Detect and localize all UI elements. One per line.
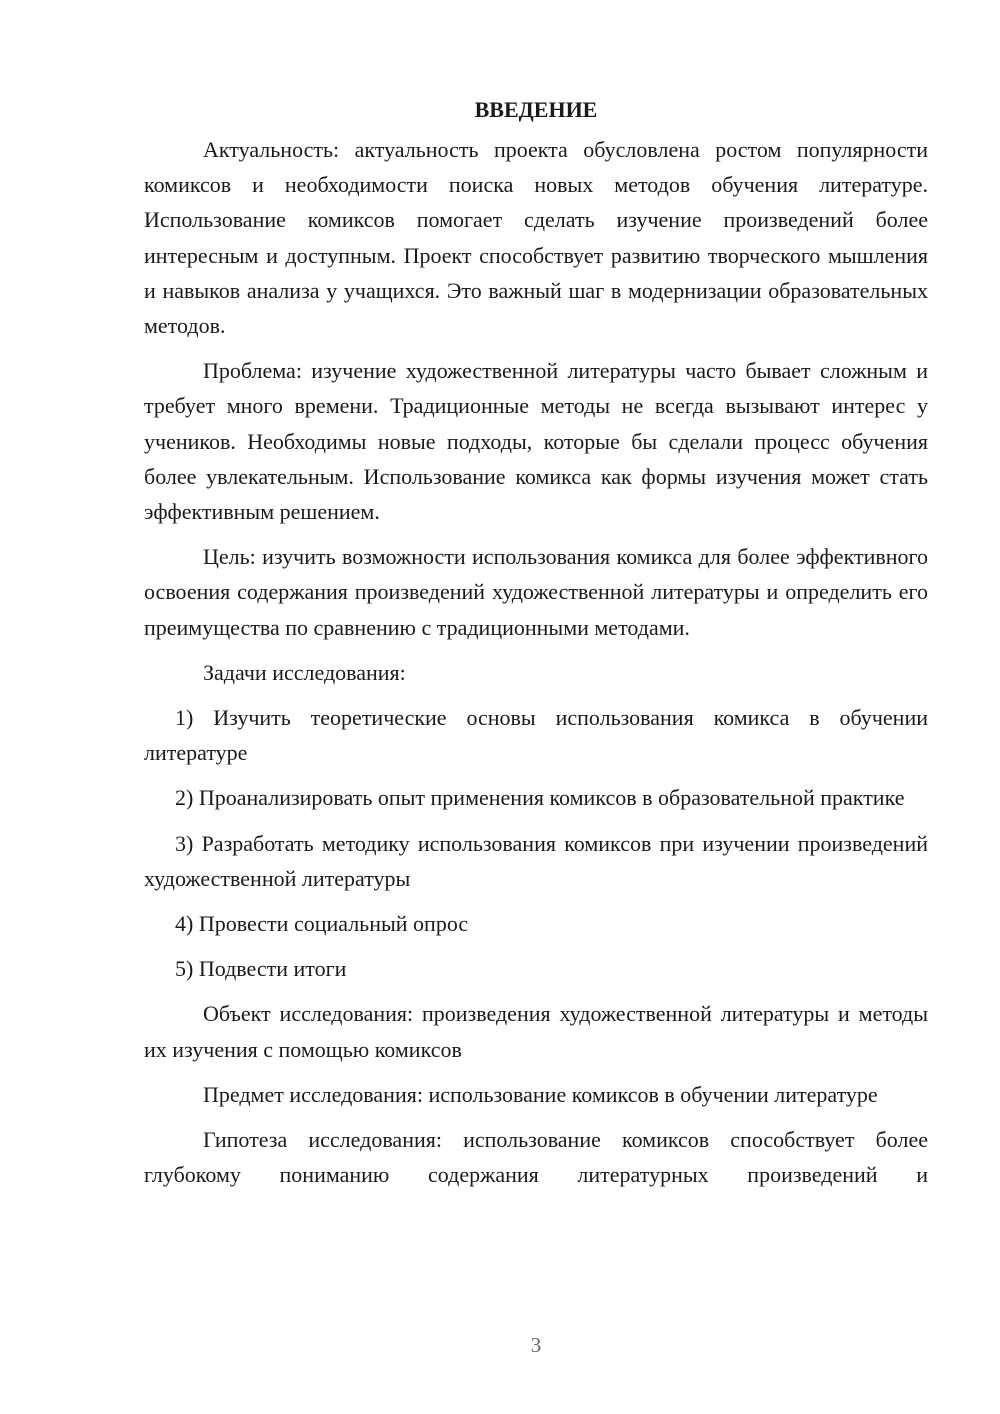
task-item-2: 2) Проанализировать опыт применения комиксов в образовательной практике	[175, 785, 905, 811]
task-item-1: 1) Изучить теоретические основы использования комикса в обучении литературе	[144, 705, 928, 766]
relevance-paragraph: Актуальность: актуальность проекта обусловлена ростом популярности комиксов и необходимости поиска новых методов обучения литературе. Использование комиксов помогает сделать изучение произведений более интересным и доступным. Проект способствует развитию творческого мышления и навыков анализа у учащихся. Это важный шаг в модернизации образовательных методов.	[144, 137, 928, 339]
section-heading: ВВЕДЕНИЕ	[474, 97, 598, 122]
goal-paragraph: Цель: изучить возможности использования комикса для более эффективного освоения содержания произведений художественной литературы и определить его преимущества по сравнению с традиционными методами.	[144, 544, 928, 640]
task-item-3: 3) Разработать методику использования комиксов при изучении произведений художественной литературы	[144, 830, 928, 891]
task-item-4: 4) Провести социальный опрос	[175, 911, 469, 937]
tasks-heading: Задачи исследования:	[203, 659, 406, 685]
object-paragraph: Объект исследования: произведения художественной литературы и методы их изучения с помощью комиксов	[144, 1001, 928, 1062]
subject-paragraph: Предмет исследования: использование комиксов в обучении литературе	[203, 1081, 878, 1107]
task-item-5: 5) Подвести итоги	[175, 956, 347, 982]
problem-paragraph: Проблема: изучение художественной литературы часто бывает сложным и требует много времени. Традиционные методы не всегда вызывают интерес у учеников. Необходимы новые подходы, которые бы сделали процесс обучения более увлекательным. Использование комикса как формы изучения может стать эффективным решением.	[144, 358, 928, 525]
page-number: 3	[530, 1333, 542, 1357]
document-page	[144, 92, 928, 1202]
hypothesis-paragraph: Гипотеза исследования: использование комиксов способствует более глубокому пониманию содержания литературных произведений и	[144, 1127, 928, 1188]
